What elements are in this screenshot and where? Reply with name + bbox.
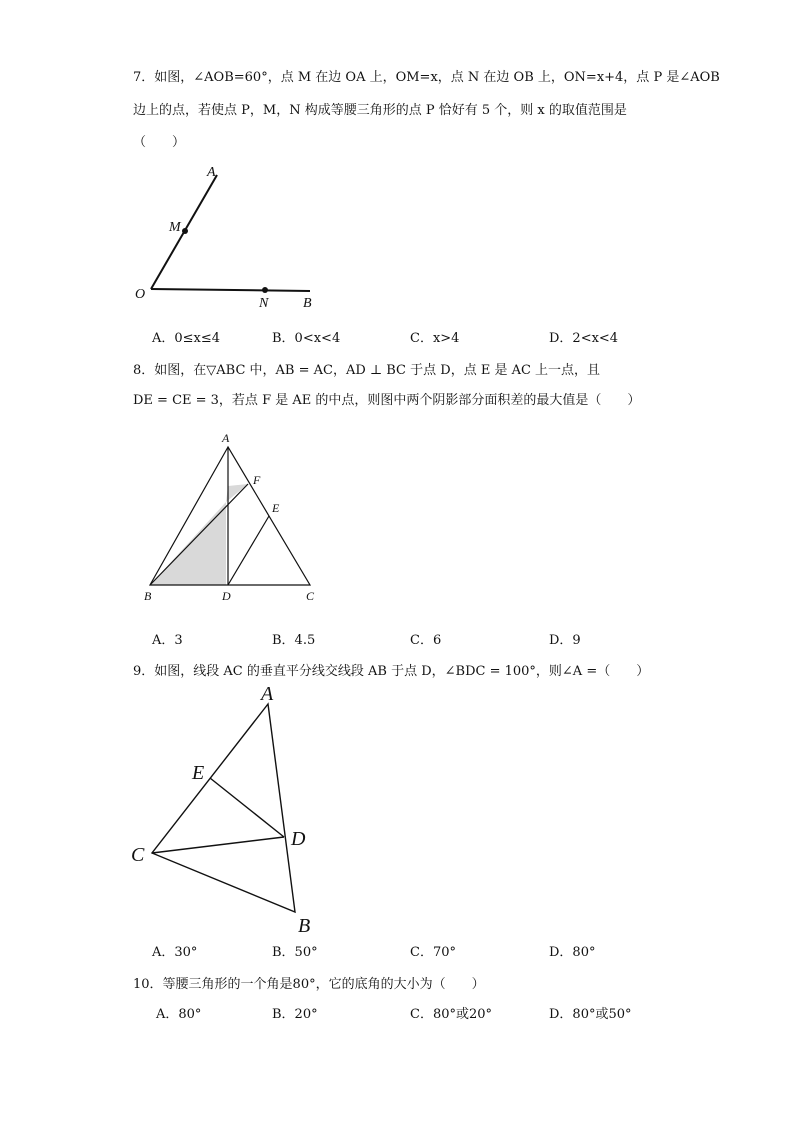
q8-label-a: A xyxy=(222,431,230,445)
q10-option-a[interactable]: A．80° xyxy=(156,1007,202,1022)
q8-option-c[interactable]: C．6 xyxy=(410,633,442,648)
q8-option-d[interactable]: D．9 xyxy=(549,633,581,648)
q9-option-a[interactable]: A．30° xyxy=(152,945,198,960)
q7-line-3: （ ） xyxy=(133,135,186,150)
q9-label-c: C xyxy=(131,844,145,866)
q10-option-c[interactable]: C．80°或20° xyxy=(410,1007,493,1022)
q8-line-1: 8．如图，在▽ABC 中，AB = AC，AD ⊥ BC 于点 D，点 E 是 AC 上一点，且 xyxy=(133,363,601,378)
q9-label-b: B xyxy=(298,915,311,937)
q8-option-b[interactable]: B．4.5 xyxy=(272,633,316,648)
q8-label-e: E xyxy=(272,501,280,515)
q7-line-1: 7．如图，∠AOB=60°，点 M 在边 OA 上，OM=x，点 N 在边 OB 上，ON=x+4，点 P 是∠AOB xyxy=(133,70,720,85)
q9-option-c[interactable]: C．70° xyxy=(410,945,456,960)
q9-line-1: 9．如图，线段 AC 的垂直平分线交线段 AB 于点 D，∠BDC = 100°，则∠A =（ ） xyxy=(133,664,650,679)
q7-label-b: B xyxy=(303,296,312,311)
q9-option-d[interactable]: D．80° xyxy=(549,945,596,960)
q8-label-c: C xyxy=(306,589,315,603)
q7-label-o: O xyxy=(135,287,146,302)
q7-option-a[interactable]: A．0≤x≤4 xyxy=(152,331,221,346)
q7-figure-angle-aob xyxy=(125,160,335,315)
q9-option-b[interactable]: B．50° xyxy=(272,945,318,960)
q8-option-a[interactable]: A．3 xyxy=(152,633,183,648)
q9-label-a: A xyxy=(261,683,274,705)
q8-line-2: DE = CE = 3，若点 F 是 AE 的中点，则图中两个阴影部分面积差的最大值是（ ） xyxy=(133,393,641,408)
q9-figure-triangle-acb xyxy=(125,680,325,940)
q7-label-n: N xyxy=(259,296,269,311)
q7-option-c[interactable]: C．x>4 xyxy=(410,331,460,346)
q8-label-b: B xyxy=(144,589,152,603)
q7-option-b[interactable]: B．0<x<4 xyxy=(272,331,341,346)
q8-label-f: F xyxy=(253,473,261,487)
q8-label-d: D xyxy=(222,589,231,603)
q7-option-d[interactable]: D．2<x<4 xyxy=(549,331,619,346)
q7-line-2: 边上的点，若使点 P，M，N 构成等腰三角形的点 P 恰好有 5 个，则 x 的取值范围是 xyxy=(133,103,627,118)
q7-label-m: M xyxy=(169,220,181,235)
q9-label-e: E xyxy=(192,762,205,784)
q10-option-b[interactable]: B．20° xyxy=(272,1007,318,1022)
q9-label-d: D xyxy=(291,828,306,850)
q8-figure-triangle-abc xyxy=(140,425,330,610)
q7-label-a: A xyxy=(207,165,216,180)
q10-line-1: 10．等腰三角形的一个角是80°，它的底角的大小为（ ） xyxy=(133,977,485,992)
q10-option-d[interactable]: D．80°或50° xyxy=(549,1007,632,1022)
